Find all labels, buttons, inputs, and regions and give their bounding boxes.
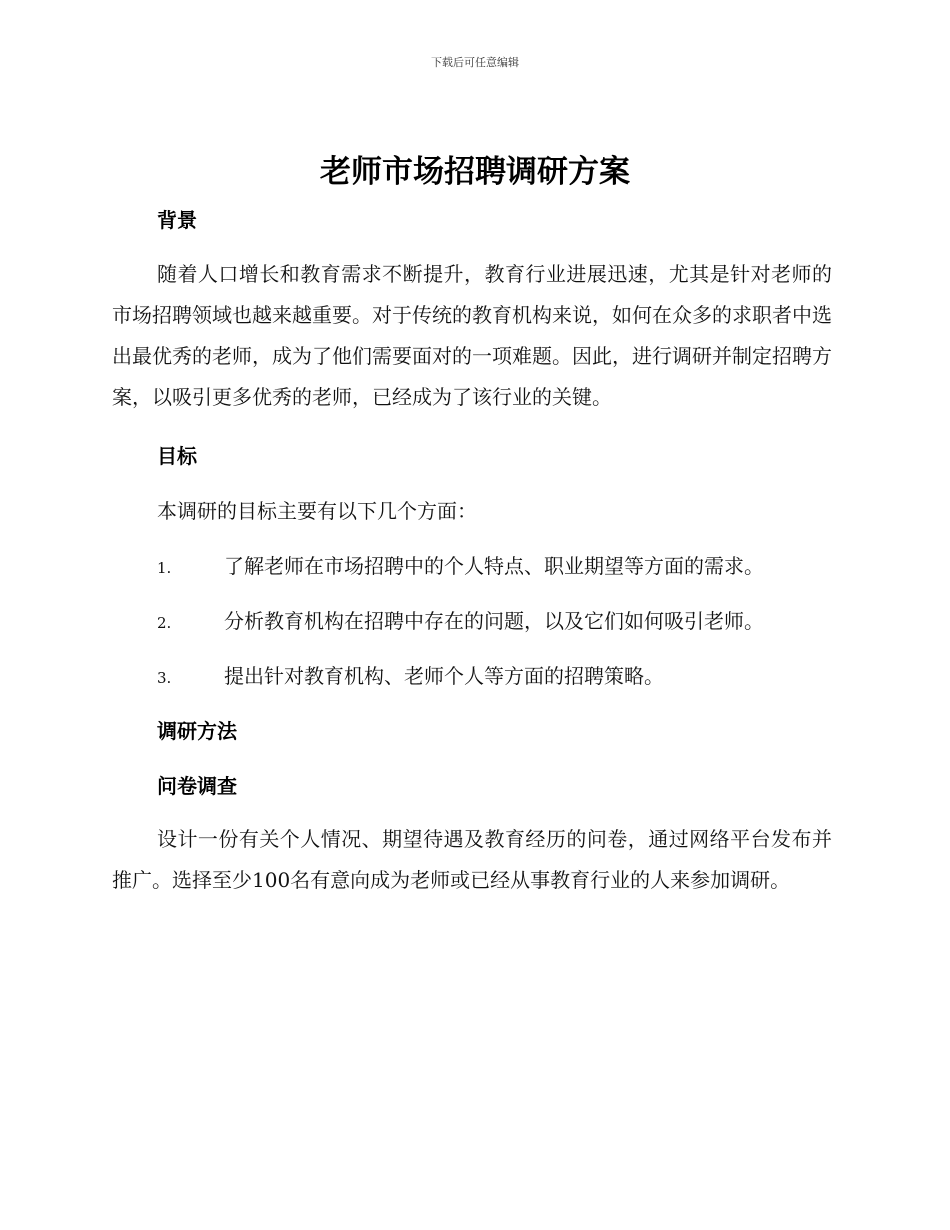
list-item <box>157 607 837 635</box>
subsection-heading-survey: 问卷调查 <box>157 774 237 798</box>
list-text: 提出针对教育机构、老师个人等方面的招聘策略。 <box>224 664 664 688</box>
document-title: 老师市场招聘调研方案 <box>320 154 630 190</box>
list-item <box>157 662 837 690</box>
list-text: 了解老师在市场招聘中的个人特点、职业期望等方面的需求。 <box>224 554 764 578</box>
list-number: 3. <box>157 669 172 687</box>
section-heading-goals: 目标 <box>157 444 197 468</box>
background-paragraph: 随着人口增长和教育需求不断提升，教育行业进展迅速，尤其是针对老师的市场招聘领域也越来越重要。对于传统的教育机构来说，如何在众多的求职者中选出最优秀的老师，成为了他们需要面对的一项难题。因此，进行调研并制定招聘方案，以吸引更多优秀的老师，已经成为了该行业的关键。 <box>112 262 832 409</box>
list-number: 1. <box>157 559 172 577</box>
survey-paragraph: 设计一份有关个人情况、期望待遇及教育经历的问卷，通过网络平台发布并推广。选择至少100名有意向成为老师或已经从事教育行业的人来参加调研。 <box>112 827 832 892</box>
section-heading-methods: 调研方法 <box>157 719 237 743</box>
list-number: 2. <box>157 614 172 632</box>
section-heading-background: 背景 <box>157 208 197 232</box>
header-note: 下载后可任意编辑 <box>431 56 519 69</box>
list-text: 分析教育机构在招聘中存在的问题，以及它们如何吸引老师。 <box>224 609 764 633</box>
goals-intro: 本调研的目标主要有以下几个方面： <box>157 499 477 523</box>
list-item <box>157 552 837 580</box>
